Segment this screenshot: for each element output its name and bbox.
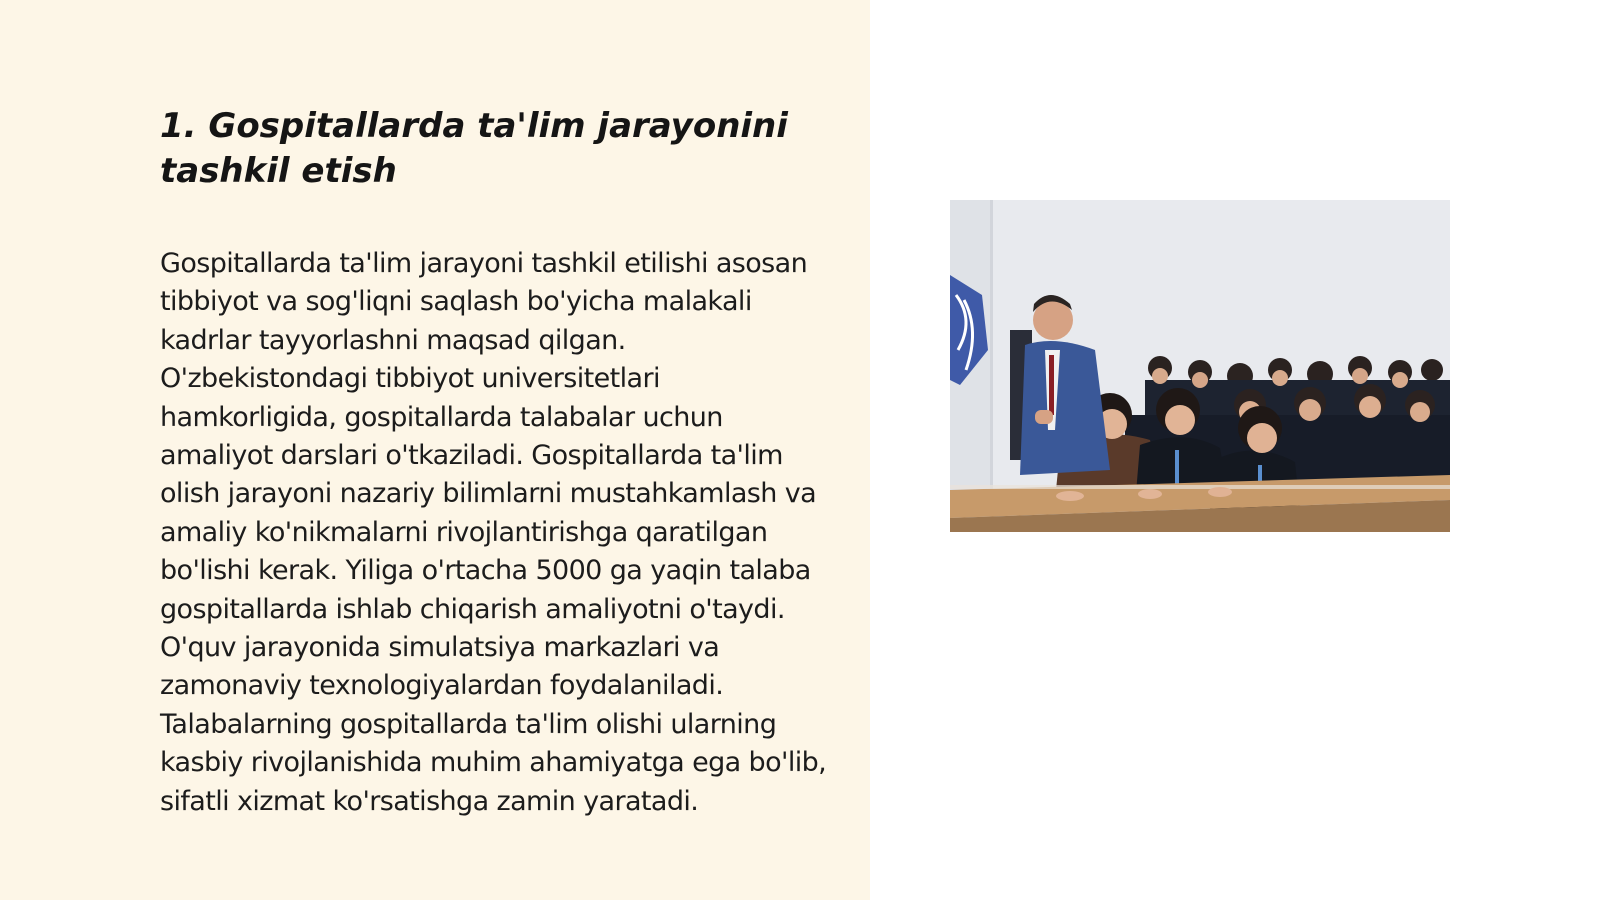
slide-title: 1. Gospitallarda ta'lim jarayonini tashkil etish — [160, 106, 788, 191]
slide-body-text: Gospitallarda ta'lim jarayoni tashkil etilishi asosan tibbiyot va sog'liqni saqlash bo'yicha malakali kadrlar tayyorlashni maqsad qilgan. O'zbekistondagi tibbiyot universitetlari hamkorligida, gospitallarda talabalar uchun amaliyot darslari o'tkaziladi. Gospitallarda ta'lim olish jarayoni nazariy bilimlarni mustahkamlash va amaliy ko'nikmalarni rivojlantirishga qaratilgan bo'lishi kerak. Yiliga o'rtacha 5000 ga yaqin talaba gospitallarda ishlab chiqarish amaliyotni o'taydi. O'quv jarayonida simulatsiya markazlari va zamonaviy texnologiyalardan foydalaniladi. Talabalarning gospitallarda ta'lim olishi ularning kasbiy rivojlanishida muhim ahamiyatga ega bo'lib, sifatli xizmat ko'rsatishga zamin yaratadi. — [160, 248, 827, 817]
classroom-photo — [950, 200, 1450, 532]
